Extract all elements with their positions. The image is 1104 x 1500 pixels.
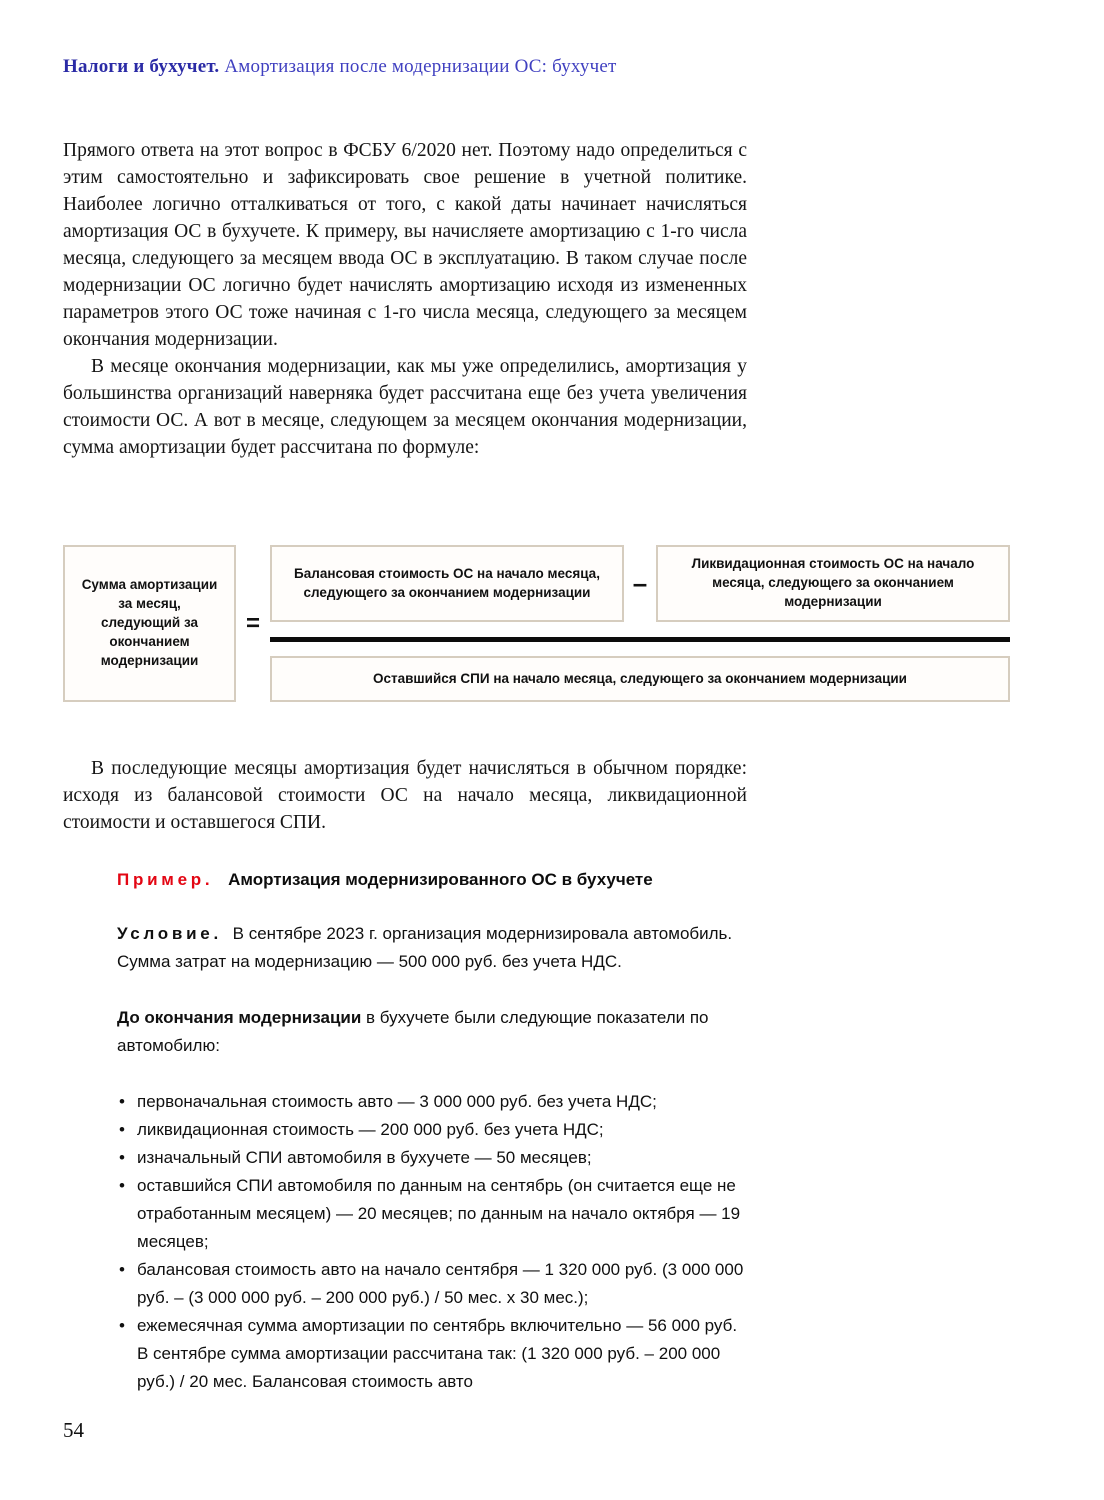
condition-label: Условие. bbox=[117, 924, 222, 943]
bullet-marker: • bbox=[119, 1316, 125, 1335]
body-text-block-2 bbox=[63, 755, 747, 836]
formula-result-box: Сумма амортизации за месяц, следующий за окончанием модернизации bbox=[63, 545, 236, 702]
page-header bbox=[63, 56, 1043, 78]
example-title: Амортизация модернизированного ОС в бухучете bbox=[228, 870, 653, 889]
list-item-text: балансовая стоимость авто на начало сентября — 1 320 000 руб. (3 000 000 руб. – (3 000 000 руб. – 200 000 руб.) / 50 мес. x 30 мес.); bbox=[137, 1260, 744, 1307]
list-item-text: первоначальная стоимость авто — 3 000 000 руб. без учета НДС; bbox=[137, 1092, 657, 1111]
list-item bbox=[117, 1172, 747, 1256]
list-item bbox=[117, 1116, 747, 1144]
article-title: Амортизация после модернизации ОС: бухучет bbox=[224, 56, 617, 77]
list-item bbox=[117, 1312, 747, 1396]
list-item-text: ликвидационная стоимость — 200 000 руб. без учета НДС; bbox=[137, 1120, 604, 1139]
remaining-spi-box: Оставшийся СПИ на начало месяца, следующего за окончанием модернизации bbox=[270, 656, 1010, 702]
before-modernization-label: До окончания модернизации bbox=[117, 1008, 362, 1027]
list-item bbox=[117, 1144, 747, 1172]
formula-numerator bbox=[270, 545, 1010, 622]
list-item bbox=[117, 1256, 747, 1312]
list-item bbox=[117, 1088, 747, 1116]
paragraph-2: В месяце окончания модернизации, как мы уже определились, амортизация у большинства организаций наверняка будет рассчитана еще без учета увеличения стоимости ОС. А вот в месяце, следующем за месяцем окончания модернизации, сумма амортизации будет рассчитана по формуле: bbox=[63, 356, 747, 458]
list-item-text: оставшийся СПИ автомобиля по данным на сентябрь (он считается еще не отработанным месяцем) — 20 месяцев; по данным на начало октября — 19 месяцев; bbox=[137, 1176, 741, 1251]
balance-value-box: Балансовая стоимость ОС на начало месяца, следующего за окончанием модернизации bbox=[270, 545, 624, 622]
formula-fraction bbox=[270, 545, 1010, 702]
liquidation-value-box: Ликвидационная стоимость ОС на начало месяца, следующего за окончанием модернизации bbox=[656, 545, 1010, 622]
bullet-marker: • bbox=[119, 1120, 125, 1139]
page-number: 54 bbox=[63, 1418, 84, 1442]
indicator-list bbox=[117, 1088, 747, 1396]
paragraph-1: Прямого ответа на этот вопрос в ФСБУ 6/2020 нет. Поэтому надо определиться с этим самостоятельно и зафиксировать свое решение в учетной политике. Наиболее логично отталкиваться от того, с какой даты начинает начисляться амортизация ОС в бухучете. К примеру, вы начисляете амортизацию с 1-го числа месяца, следующего за месяцем ввода ОС в эксплуатацию. В таком случае после модернизации ОС логично будет начислять амортизацию исходя из измененных параметров этого ОС тоже начиная с 1-го числа месяца, следующего за месяцем окончания модернизации. bbox=[63, 140, 747, 350]
example-label: Пример. bbox=[117, 870, 214, 889]
minus-sign: – bbox=[632, 568, 648, 598]
amortization-formula bbox=[63, 545, 1010, 702]
example-condition bbox=[117, 920, 747, 976]
bullet-marker: • bbox=[119, 1260, 125, 1279]
example-section bbox=[117, 866, 747, 1396]
before-modernization-paragraph bbox=[117, 1004, 747, 1060]
equals-sign: = bbox=[245, 609, 260, 637]
list-item-text: ежемесячная сумма амортизации по сентябрь включительно — 56 000 руб. В сентябре сумма амортизации рассчитана так: (1 320 000 руб. – 200 000 руб.) / 20 мес. Балансовая стоимость авто bbox=[137, 1316, 738, 1391]
list-item-text: изначальный СПИ автомобиля в бухучете — 50 месяцев; bbox=[137, 1148, 592, 1167]
bullet-marker: • bbox=[119, 1148, 125, 1167]
paragraph-3: В последующие месяцы амортизация будет начисляться в обычном порядке: исходя из балансовой стоимости ОС на начало месяца, ликвидационной стоимости и оставшегося СПИ. bbox=[63, 758, 747, 833]
bullet-marker: • bbox=[119, 1176, 125, 1195]
example-heading bbox=[117, 866, 747, 894]
condition-text: В сентябре 2023 г. организация модернизировала автомобиль. Сумма затрат на модернизацию — 500 000 руб. без учета НДС. bbox=[117, 924, 733, 971]
body-text-block-1 bbox=[63, 137, 747, 461]
fraction-bar bbox=[270, 637, 1010, 642]
before-modernization-text: в бухучете были следующие показатели по автомобилю: bbox=[117, 1008, 709, 1055]
publication-name: Налоги и бухучет. bbox=[63, 56, 220, 77]
bullet-marker: • bbox=[119, 1092, 125, 1111]
